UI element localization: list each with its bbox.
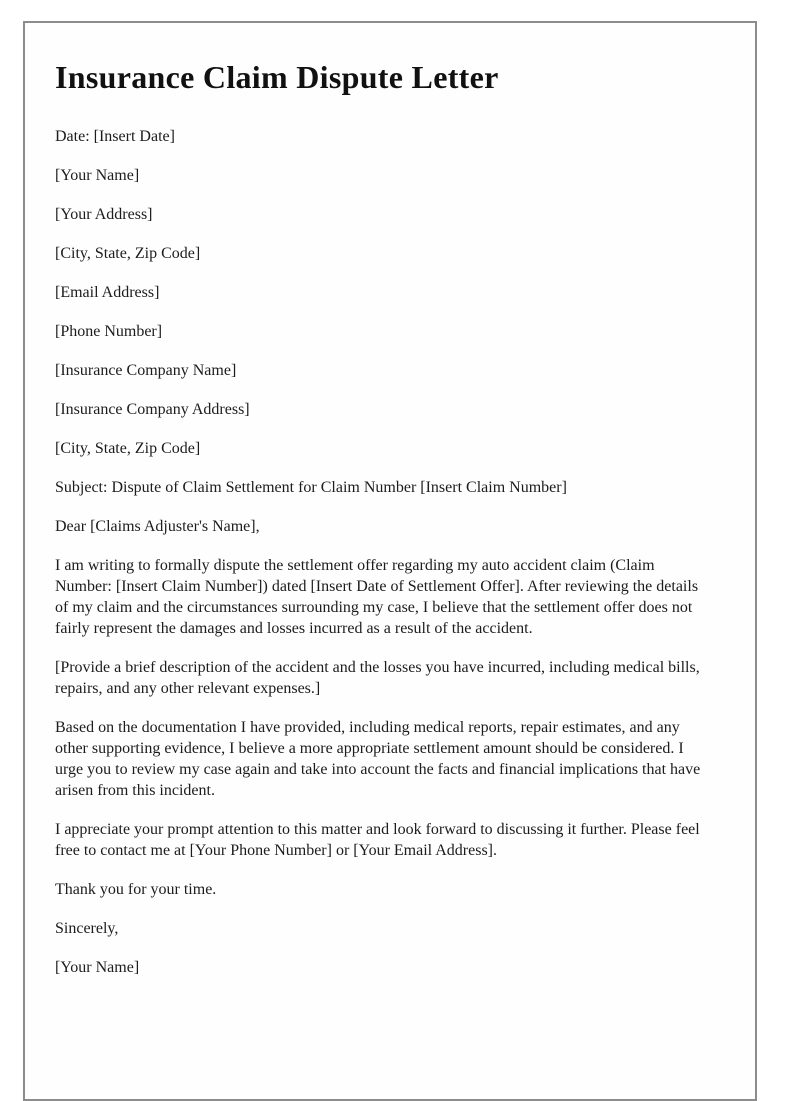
page-title: Insurance Claim Dispute Letter bbox=[55, 59, 499, 95]
closing-line: Sincerely, bbox=[55, 920, 119, 937]
thanks-line: Thank you for your time. bbox=[55, 881, 217, 898]
phone-number-line: [Phone Number] bbox=[55, 323, 163, 340]
your-address-line: [Your Address] bbox=[55, 206, 153, 223]
date-line: Date: [Insert Date] bbox=[55, 128, 175, 145]
your-city-state-zip-line: [City, State, Zip Code] bbox=[55, 245, 201, 262]
salutation-line: Dear [Claims Adjuster's Name], bbox=[55, 518, 260, 535]
your-name-line: [Your Name] bbox=[55, 167, 140, 184]
letter-page bbox=[23, 21, 757, 1101]
body-paragraph-documentation: Based on the documentation I have provided, including medical reports, repair estimates, and any other supporting evidence, I believe a more appropriate settlement amount should be considered. I urge you to review my case again and take into account the facts and financial implications that have arisen from this incident. bbox=[55, 719, 701, 799]
insurance-company-address-line: [Insurance Company Address] bbox=[55, 401, 250, 418]
body-paragraph-description-placeholder: [Provide a brief description of the accident and the losses you have incurred, including medical bills, repairs, and any other relevant expenses.] bbox=[55, 659, 700, 697]
insurance-company-name-line: [Insurance Company Name] bbox=[55, 362, 237, 379]
body-paragraph-contact: I appreciate your prompt attention to this matter and look forward to discussing it further. Please feel free to contact me at [Your Phone Number] or [Your Email Address]. bbox=[55, 821, 700, 859]
email-address-line: [Email Address] bbox=[55, 284, 160, 301]
insurance-city-state-zip-line: [City, State, Zip Code] bbox=[55, 440, 201, 457]
subject-line: Subject: Dispute of Claim Settlement for Claim Number [Insert Claim Number] bbox=[55, 479, 567, 496]
signature-line: [Your Name] bbox=[55, 959, 140, 976]
body-paragraph-dispute: I am writing to formally dispute the settlement offer regarding my auto accident claim (Claim Number: [Insert Claim Number]) dated [Insert Date of Settlement Offer]. After reviewing the details of my claim and the circumstances surrounding my case, I believe that the settlement offer does not fairly represent the damages and losses incurred as a result of the accident. bbox=[55, 557, 699, 637]
letter-content bbox=[25, 23, 755, 978]
